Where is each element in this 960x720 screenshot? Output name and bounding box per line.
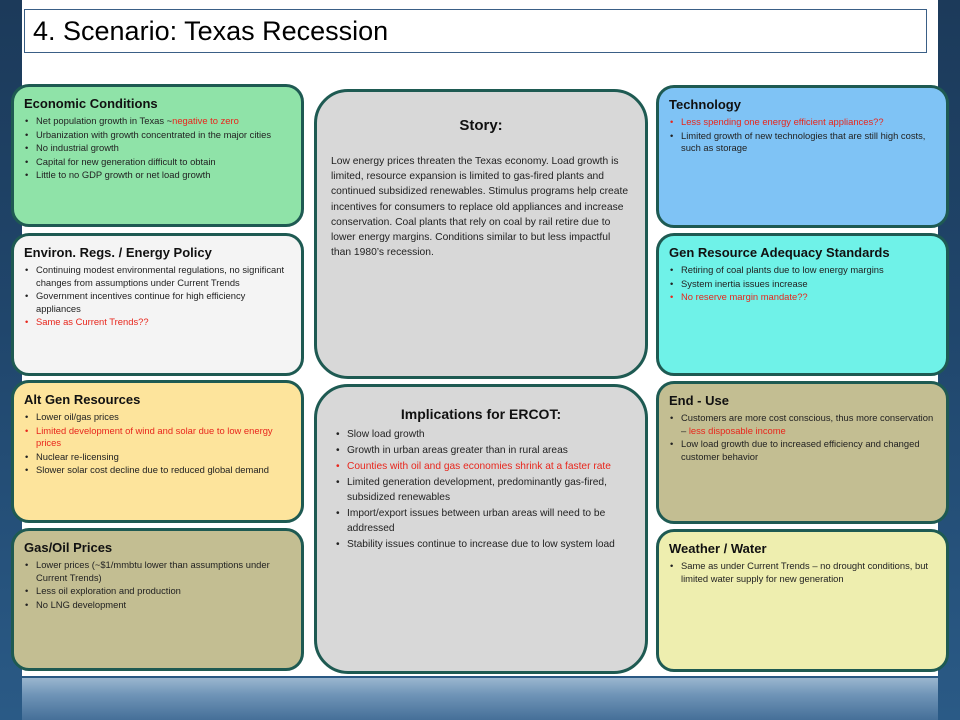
slide-footer-band (22, 678, 938, 720)
technology-list (669, 116, 936, 155)
list-item: • Counties with oil and gas economies shrink at a faster rate (347, 459, 627, 474)
technology-heading: Technology (669, 97, 741, 112)
list-item (681, 412, 936, 437)
environ-regs-card[interactable] (11, 233, 304, 376)
list-item: • Limited development of wind and solar due to low energy prices (36, 425, 291, 450)
list-item: • Little to no GDP growth or net load growth (36, 169, 291, 182)
alt-gen-resources-heading: Alt Gen Resources (24, 392, 141, 407)
environ-regs-list (24, 264, 291, 329)
list-item: • Lower oil/gas prices (36, 411, 291, 424)
list-item: • Same as under Current Trends – no drought conditions, but limited water supply for new generation (681, 560, 936, 585)
list-item: • Import/export issues between urban areas will need to be addressed (347, 506, 627, 536)
economic-conditions-list (24, 115, 291, 182)
list-item: • No industrial growth (36, 142, 291, 155)
story-card[interactable] (314, 89, 648, 379)
implications-card[interactable] (314, 384, 648, 674)
list-item: • Continuing modest environmental regulations, no significant changes from assumptions under Current Trends (36, 264, 291, 289)
economic-conditions-heading: Economic Conditions (24, 96, 158, 111)
list-item: • Low load growth due to increased efficiency and changed customer behavior (681, 438, 936, 463)
gen-resource-adequacy-card[interactable] (656, 233, 949, 376)
end-use-heading: End - Use (669, 393, 729, 408)
list-item: • Slower solar cost decline due to reduced global demand (36, 464, 291, 477)
alt-gen-resources-card[interactable] (11, 380, 304, 523)
story-text: Low energy prices threaten the Texas economy. Load growth is limited, resource expansion is limited to gas-fired plants and continued subsidized renewables. Stimulus programs help create incentives for consumers to replace old appliances and increase conservation. Coal plants that rely on coal by rail retire due to lower energy margins. Conditions similar to but less impactful than 1980’s recession. (331, 156, 629, 259)
list-item: • Nuclear re-licensing (36, 451, 291, 464)
list-item: • Urbanization with growth concentrated in the major cities (36, 129, 291, 142)
implications-list (327, 427, 627, 552)
end-use-list (669, 412, 936, 463)
gen-resource-adequacy-list (669, 264, 936, 304)
gas-oil-prices-card[interactable] (11, 528, 304, 671)
implications-heading: Implications for ERCOT: (400, 406, 562, 422)
gas-oil-prices-list (24, 559, 291, 611)
highlight-text: negative to zero (172, 115, 239, 126)
list-item: • Retiring of coal plants due to low energy margins (681, 264, 936, 277)
list-item: • Limited growth of new technologies that are still high costs, such as storage (681, 130, 936, 155)
list-item: • Limited generation development, predominantly gas-fired, subsidized renewables (347, 475, 627, 505)
weather-water-list (669, 560, 936, 585)
list-item: • Less oil exploration and production (36, 585, 291, 598)
alt-gen-resources-list (24, 411, 291, 477)
highlight-text: less disposable income (688, 424, 786, 436)
story-heading: Story: (459, 117, 503, 134)
title-box[interactable] (24, 9, 927, 53)
environ-regs-heading: Environ. Regs. / Energy Policy (24, 245, 212, 260)
technology-card[interactable] (656, 85, 949, 228)
weather-water-heading: Weather / Water (669, 541, 767, 556)
list-item: • Government incentives continue for high efficiency appliances (36, 290, 291, 315)
list-item: • Growth in urban areas greater than in rural areas (347, 443, 627, 458)
page-title: 4. Scenario: Texas Recession (33, 15, 389, 46)
list-item: • Less spending one energy efficient appliances?? (681, 116, 936, 129)
gas-oil-prices-heading: Gas/Oil Prices (24, 540, 113, 555)
weather-water-card[interactable] (656, 529, 949, 672)
list-item: • Slow load growth (347, 427, 627, 442)
list-item: • Capital for new generation difficult to obtain (36, 156, 291, 169)
list-item: • Stability issues continue to increase due to low system load (347, 537, 627, 552)
end-use-card[interactable] (656, 381, 949, 524)
economic-conditions-card[interactable] (11, 84, 304, 227)
list-item: • System inertia issues increase (681, 278, 936, 291)
list-item: • No LNG development (36, 599, 291, 612)
list-item-text: Customers are more cost conscious, thus more conservation – (681, 412, 934, 436)
list-item: • No reserve margin mandate?? (681, 291, 936, 304)
list-item: • Lower prices (~$1/mmbtu lower than assumptions under Current Trends) (36, 559, 291, 584)
list-item (36, 115, 291, 128)
gen-resource-adequacy-heading: Gen Resource Adequacy Standards (669, 245, 890, 260)
list-item-text: Net population growth in Texas ~ (36, 115, 173, 126)
list-item: • Same as Current Trends?? (36, 316, 291, 329)
